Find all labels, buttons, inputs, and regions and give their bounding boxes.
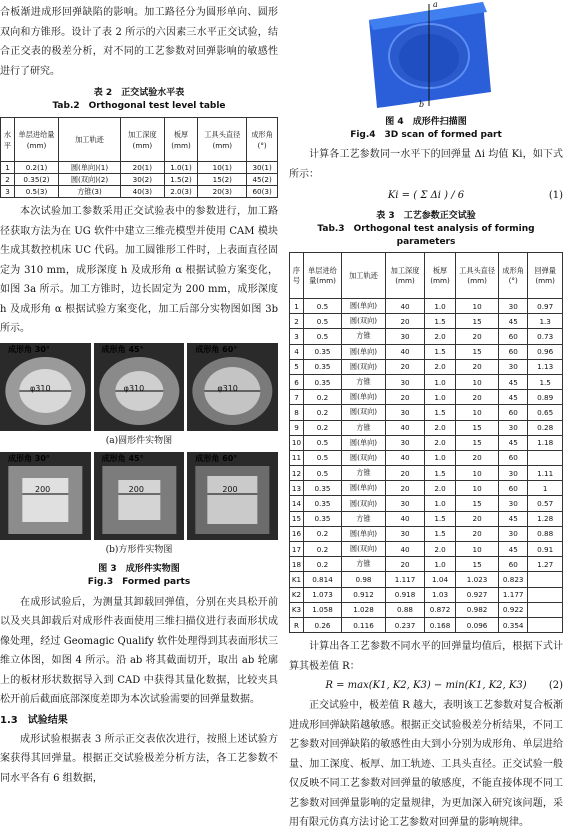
table3-cell: 45 — [499, 374, 528, 389]
table3-cell: 40 — [386, 420, 425, 435]
table3-cell: 圆(单向) — [342, 526, 386, 541]
table3-row — [290, 542, 563, 557]
table3-cell: 1.5 — [528, 374, 563, 389]
table3-cell: 0.73 — [528, 329, 563, 344]
table3-header-cell: 成形角(°) — [499, 253, 528, 299]
table3-cell: 10 — [290, 435, 304, 450]
table3-cell: 0.35 — [304, 511, 342, 526]
table3-cell: 0.814 — [304, 572, 342, 587]
table3-cell: 0.823 — [499, 572, 528, 587]
table3-cell: 0.28 — [528, 420, 563, 435]
table2-cell: 0.35(2) — [15, 174, 59, 186]
table3-cell: 10 — [456, 481, 499, 496]
table3-cell: 30 — [499, 466, 528, 481]
table3-cell: 0.91 — [528, 542, 563, 557]
table3-cell: 方锥 — [342, 420, 386, 435]
fig3a-label: 成形角 30° — [8, 344, 50, 354]
table3-cell — [528, 450, 563, 465]
table3-body — [290, 299, 563, 633]
conclusion-paragraph: 正交试验中，极差值 R 越大，表明该工艺参数对复合板渐进成形回弹缺陷越敏感。根据正交试验极差分析结果，不同工艺参数对回弹缺陷的敏感性由大到小分别为成形角、单层进给量、加工深度、板厚、加工轨迹、工具头直径。正交试验一般仅反映不同工艺参数对回弹量的敏感度，不能直接体现不同工艺参数对回弹量影响的定量规律，为更加深入研究该问题，采用有限元仿真方法讨论工艺参数对回弹量的影响规律。 — [289, 700, 563, 829]
table3-row — [290, 602, 563, 617]
table3-cell: 0.35 — [304, 481, 342, 496]
table3-cell: 1.0 — [425, 374, 456, 389]
table3-cell: 60 — [499, 344, 528, 359]
table3-cell: 7 — [290, 390, 304, 405]
table3-header-cell: 单层进给量(mm) — [304, 253, 342, 299]
table3-cell: 20 — [456, 450, 499, 465]
table2-cell: 2 — [1, 174, 15, 186]
table3-cell: 0.5 — [304, 435, 342, 450]
table2 — [0, 117, 278, 198]
table3-cell: 1.5 — [425, 511, 456, 526]
table3-cell: 0.35 — [304, 374, 342, 389]
table3-row — [290, 420, 563, 435]
method-paragraph: 本次试验加工参数采用正交试验表中的参数进行，加工路径获取方法为在 UG 软件中建立三维壳模型并使用 CAM 模块生成其数控机床 UC 代码。加工圆锥形工件时，上表面直径固定为 310 mm，成形深度 h 及成形角 α 根据试验方案变化，如图 3a 所示。加工方锥时，边长固定为 200 mm，成形深度 h 及成形角 α 根据试验方案变化，加工后部分实物图如图 3b 所示。 — [0, 206, 278, 334]
table2-title-en: Tab.2 Orthogonal test level table — [52, 101, 226, 111]
table3-cell: 方锥 — [342, 329, 386, 344]
table2-row — [1, 186, 278, 198]
table2-cell: 圆(单向)(1) — [59, 162, 121, 174]
table3-row — [290, 329, 563, 344]
table3-cell: 30 — [499, 496, 528, 511]
table3-cell: 1.5 — [425, 314, 456, 329]
table3-cell: 0.88 — [528, 526, 563, 541]
table2-cell: 1.0(1) — [164, 162, 198, 174]
equation-2-number: (2) — [548, 680, 563, 692]
fig3a-label: 成形角 45° — [101, 344, 144, 354]
table3-cell: 0.922 — [499, 602, 528, 617]
table3-row — [290, 617, 563, 632]
table3-cell: 0.982 — [456, 602, 499, 617]
table3-cell: 1.13 — [528, 359, 563, 374]
table3-cell: 2 — [290, 314, 304, 329]
round-part-photo — [94, 343, 185, 431]
table3-row — [290, 435, 563, 450]
table3-cell: 1.5 — [425, 344, 456, 359]
table3-header-cell: 序号 — [290, 253, 304, 299]
table3-cell — [528, 617, 563, 632]
table3-cell: 2.0 — [425, 542, 456, 557]
table3-cell: 0.912 — [342, 587, 386, 602]
table3-cell — [528, 572, 563, 587]
table3-cell: 20 — [386, 390, 425, 405]
table3-row — [290, 374, 563, 389]
table2-cell: 0.5(3) — [15, 186, 59, 198]
table2-header-cell: 加工轨迹 — [59, 118, 121, 162]
table3-cell: 0.2 — [304, 390, 342, 405]
table3-cell: 2.0 — [425, 435, 456, 450]
round-part-photo — [187, 343, 278, 431]
table3-cell: 1.5 — [425, 466, 456, 481]
table3-cell: 40 — [386, 344, 425, 359]
table3-cell: 10 — [456, 299, 499, 314]
fig3a-dim: φ310 — [217, 383, 238, 393]
table3-row — [290, 572, 563, 587]
table3-cell: R — [290, 617, 304, 632]
table2-cell: 15(2) — [198, 174, 247, 186]
fig3b-photos — [0, 452, 278, 540]
table3-cell: 3 — [290, 329, 304, 344]
table3-cell: 2.0 — [425, 329, 456, 344]
table3-row — [290, 587, 563, 602]
square-part-photo — [94, 452, 185, 540]
table3-cell: 圆(单向) — [342, 481, 386, 496]
table3-cell: 圆(双向) — [342, 542, 386, 557]
table2-header-row — [1, 118, 278, 162]
table3-cell: 60 — [499, 329, 528, 344]
fig3b-dim: 200 — [128, 484, 144, 494]
equation-2-body: R = max(K1, K2, K3) − min(K1, K2, K3) — [325, 680, 527, 692]
table3-cell: 0.26 — [304, 617, 342, 632]
table2-row — [1, 174, 278, 186]
table2-cell: 60(3) — [247, 186, 278, 198]
table3-cell: 15 — [456, 314, 499, 329]
table3-row — [290, 496, 563, 511]
table3-cell: 40 — [386, 299, 425, 314]
table3-cell: 20 — [386, 359, 425, 374]
table3-cell: 16 — [290, 526, 304, 541]
fig4-scan — [359, 0, 499, 112]
table3-cell: 18 — [290, 557, 304, 572]
table3-cell: 45 — [499, 314, 528, 329]
fig3a-photos — [0, 343, 278, 431]
table3-cell: 40 — [386, 511, 425, 526]
table3-cell: 圆(双向) — [342, 314, 386, 329]
fig4-caption-cn: 图 4 成形件扫描图 — [385, 117, 467, 127]
table3-cell: 0.237 — [386, 617, 425, 632]
table2-cell: 20(3) — [198, 186, 247, 198]
table3-cell: 30 — [386, 435, 425, 450]
table3-cell: 方锥 — [342, 511, 386, 526]
table3-row — [290, 511, 563, 526]
table3-cell: 45 — [499, 435, 528, 450]
table3-header-cell: 工具头直径(mm) — [456, 253, 499, 299]
table3-cell: 10 — [456, 374, 499, 389]
table3-title-cn: 表 3 工艺参数正交试验 — [376, 211, 476, 221]
table3-cell: 圆(单向) — [342, 299, 386, 314]
table3-cell: 12 — [290, 466, 304, 481]
table3-header-cell: 加工轨迹 — [342, 253, 386, 299]
range-paragraph: 计算出各工艺参数不同水平的回弹量均值后，根据下式计算其极差值 R： — [289, 641, 563, 672]
fig3a-dim: φ310 — [30, 383, 51, 393]
table2-cell: 方锥(3) — [59, 186, 121, 198]
table2-cell: 3 — [1, 186, 15, 198]
table3-cell: 0.2 — [304, 405, 342, 420]
table3-cell: 方锥 — [342, 557, 386, 572]
table3-row — [290, 557, 563, 572]
table2-header-cell: 加工深度(mm) — [121, 118, 165, 162]
table3-cell: 圆(双向) — [342, 496, 386, 511]
table3-cell: 圆(双向) — [342, 405, 386, 420]
table3-cell: 0.97 — [528, 299, 563, 314]
table3-cell: 60 — [499, 557, 528, 572]
table3-cell: 20 — [456, 526, 499, 541]
table3-cell: 30 — [386, 405, 425, 420]
table3-cell: 1.0 — [425, 450, 456, 465]
equation-1-number: (1) — [548, 190, 563, 201]
table3-cell: K1 — [290, 572, 304, 587]
table3-cell: 0.88 — [386, 602, 425, 617]
table3-cell: 0.35 — [304, 359, 342, 374]
table3-header-cell: 加工深度(mm) — [386, 253, 425, 299]
table3-row — [290, 481, 563, 496]
table3-cell: 0.5 — [304, 450, 342, 465]
fig3b-label: 成形角 30° — [8, 453, 50, 463]
table3-cell: 15 — [290, 511, 304, 526]
table2-header-cell: 单层进给量(mm) — [15, 118, 59, 162]
table3-header-cell: 回弹量(mm) — [528, 253, 563, 299]
table3-cell: 45 — [499, 542, 528, 557]
table3-row — [290, 314, 563, 329]
section-heading: 1.3 试验结果 — [0, 714, 68, 726]
table3-header-cell: 板厚(mm) — [425, 253, 456, 299]
table3-cell: 圆(双向) — [342, 450, 386, 465]
table3-cell: 20 — [456, 390, 499, 405]
table3-cell — [528, 587, 563, 602]
table3-cell: 0.5 — [304, 314, 342, 329]
table2-cell: 1 — [1, 162, 15, 174]
table2-cell: 圆(双向)(2) — [59, 174, 121, 186]
mean-paragraph: 计算各工艺参数同一水平下的回弹量 Δi 均值 Ki，如下式所示： — [289, 149, 563, 180]
table2-cell: 2.0(3) — [164, 186, 198, 198]
table3-cell: 0.35 — [304, 344, 342, 359]
table3-cell: 0.927 — [456, 587, 499, 602]
table3-cell: 0.5 — [304, 329, 342, 344]
fig3-caption-en: Fig.3 Formed parts — [87, 576, 191, 587]
table3-cell: 0.116 — [342, 617, 386, 632]
table3-cell: 5 — [290, 359, 304, 374]
table3-cell: 方锥 — [342, 374, 386, 389]
table3-cell: 0.2 — [304, 526, 342, 541]
table3-cell: 30 — [499, 526, 528, 541]
table2-cell: 0.2(1) — [15, 162, 59, 174]
table3-cell: 60 — [499, 405, 528, 420]
table3-cell: 15 — [456, 344, 499, 359]
round-part-photo — [0, 343, 91, 431]
table2-header-cell: 工具头直径(mm) — [198, 118, 247, 162]
fig3b-dim: 200 — [35, 484, 51, 494]
table3-cell — [528, 602, 563, 617]
table3-cell: 0.168 — [425, 617, 456, 632]
equation-1-body: Ki = ( Σ Δi ) / 6 — [387, 190, 465, 201]
table3-cell: 1.0 — [425, 299, 456, 314]
table3-cell: 0.2 — [304, 420, 342, 435]
table3-cell: K3 — [290, 602, 304, 617]
table2-cell: 30(2) — [121, 174, 165, 186]
table3-cell: 1 — [290, 299, 304, 314]
table3-row — [290, 359, 563, 374]
table3-cell: 1.04 — [425, 572, 456, 587]
table3-cell: 0.2 — [304, 542, 342, 557]
table3-cell: 0.57 — [528, 496, 563, 511]
fig3b-label: 成形角 45° — [101, 453, 144, 463]
table3-cell: 0.65 — [528, 405, 563, 420]
table3-cell: 1 — [528, 481, 563, 496]
table3-title-en: Tab.3 Orthogonal test analysis of forming parameters — [317, 224, 535, 247]
table3-cell: 6 — [290, 374, 304, 389]
table2-header-cell: 板厚(mm) — [164, 118, 198, 162]
table3-row — [290, 344, 563, 359]
table3-cell: 1.0 — [425, 496, 456, 511]
fig4-label-b: b — [419, 100, 425, 109]
fig3a-caption: (a)圆形件实物图 — [105, 435, 173, 446]
table3-cell: 4 — [290, 344, 304, 359]
table3-cell: 1.117 — [386, 572, 425, 587]
table3-cell: 1.5 — [425, 526, 456, 541]
table3-cell: K2 — [290, 587, 304, 602]
table3-row — [290, 466, 563, 481]
table3-cell: 45 — [499, 511, 528, 526]
equation-1 — [289, 186, 563, 206]
table3-cell: 11 — [290, 450, 304, 465]
table3-cell: 15 — [456, 420, 499, 435]
fig3b-dim: 200 — [222, 484, 238, 494]
table2-cell: 1.5(2) — [164, 174, 198, 186]
table2-header-cell: 成形角(°) — [247, 118, 278, 162]
table3-cell: 1.0 — [425, 557, 456, 572]
table3-cell: 圆(单向) — [342, 435, 386, 450]
table3-cell: 1.03 — [425, 587, 456, 602]
table3-cell: 0.5 — [304, 299, 342, 314]
table3-cell: 15 — [456, 557, 499, 572]
table3-cell: 20 — [456, 329, 499, 344]
table3-cell: 0.35 — [304, 496, 342, 511]
table3-cell: 60 — [499, 481, 528, 496]
fig3-caption-cn: 图 3 成形件实物图 — [98, 563, 180, 574]
square-part-photo — [187, 452, 278, 540]
table3-cell: 40 — [386, 450, 425, 465]
table3-cell: 15 — [456, 435, 499, 450]
table3-cell: 30 — [499, 299, 528, 314]
table3-cell: 10 — [456, 466, 499, 481]
left-column — [0, 0, 278, 788]
table3-row — [290, 405, 563, 420]
table3-cell: 10 — [456, 405, 499, 420]
table3-cell: 30 — [386, 329, 425, 344]
table3-cell: 14 — [290, 496, 304, 511]
table3-cell: 9 — [290, 420, 304, 435]
table3-cell: 0.5 — [304, 466, 342, 481]
table3-cell: 20 — [456, 359, 499, 374]
results-paragraph: 成形试验根据表 3 所示正交表依次进行，按照上述试验方案获得其回弹量。根据正交试验极差分析方法，各工艺参数不同水平各有 6 组数据， — [0, 733, 278, 784]
table3-cell: 20 — [456, 511, 499, 526]
table3-cell: 1.073 — [304, 587, 342, 602]
table3-header-row — [290, 253, 563, 299]
table3-cell: 30 — [386, 526, 425, 541]
table3-cell: 1.18 — [528, 435, 563, 450]
table3-cell: 30 — [499, 420, 528, 435]
table3-cell: 30 — [499, 359, 528, 374]
table2-body — [1, 162, 278, 198]
table3-row — [290, 390, 563, 405]
table3 — [289, 252, 563, 633]
table3-cell: 13 — [290, 481, 304, 496]
table3-cell: 1.177 — [499, 587, 528, 602]
table3-cell: 0.98 — [342, 572, 386, 587]
table3-row — [290, 450, 563, 465]
table2-header-cell: 水平 — [1, 118, 15, 162]
table3-cell: 20 — [386, 314, 425, 329]
fig3b-caption: (b)方形件实物图 — [105, 544, 173, 555]
table3-cell: 1.5 — [425, 405, 456, 420]
table3-cell: 0.354 — [499, 617, 528, 632]
table3-cell: 0.096 — [456, 617, 499, 632]
table2-cell: 40(3) — [121, 186, 165, 198]
table3-cell: 1.028 — [342, 602, 386, 617]
table2-row — [1, 162, 278, 174]
table3-cell: 0.96 — [528, 344, 563, 359]
table3-cell: 30 — [386, 374, 425, 389]
table3-cell: 0.918 — [386, 587, 425, 602]
table3-cell: 1.058 — [304, 602, 342, 617]
table2-cell: 30(1) — [247, 162, 278, 174]
table3-cell: 8 — [290, 405, 304, 420]
table3-cell: 2.0 — [425, 420, 456, 435]
table3-cell: 17 — [290, 542, 304, 557]
table2-title-cn: 表 2 正交试验水平表 — [93, 88, 185, 98]
table3-cell: 方锥 — [342, 466, 386, 481]
table3-cell: 20 — [386, 466, 425, 481]
table3-cell: 45 — [499, 390, 528, 405]
table2-cell: 20(1) — [121, 162, 165, 174]
table3-cell: 圆(单向) — [342, 390, 386, 405]
table3-cell: 0.2 — [304, 557, 342, 572]
table3-cell: 0.872 — [425, 602, 456, 617]
table3-cell: 2.0 — [425, 481, 456, 496]
table3-cell: 10 — [456, 542, 499, 557]
table3-cell: 40 — [386, 542, 425, 557]
table3-cell: 20 — [386, 557, 425, 572]
table2-cell: 45(2) — [247, 174, 278, 186]
table3-cell: 60 — [499, 450, 528, 465]
table3-row — [290, 526, 563, 541]
table3-cell: 1.023 — [456, 572, 499, 587]
fig3a-label: 成形角 60° — [195, 344, 238, 354]
fig4-caption-en: Fig.4 3D scan of formed part — [350, 130, 502, 140]
table3-row — [290, 299, 563, 314]
scan-paragraph: 在成形试验后，为测量其卸载回弹值，分别在夹具松开前以及夹具卸载后对成形件表面使用三维扫描仪进行表面形状成像处理，经过 Geomagic Qualify 软件处理得到其表面形状三维立体图，如图 4 所示。沿 ab 将其截面切开，取出 ab 轮廓上的板材形状数据导入到 CAD 中获得其量化数据，比较夹具松开前后截面底部深度差即为本次试验需要的回弹量数据。 — [0, 596, 278, 705]
table3-cell: 1.3 — [528, 314, 563, 329]
fig3b-label: 成形角 60° — [195, 453, 238, 463]
fig3a-dim: φ310 — [123, 383, 145, 393]
table3-cell: 1.28 — [528, 511, 563, 526]
table3-cell: 2.0 — [425, 359, 456, 374]
intro-paragraph: 合板渐进成形回弹缺陷的影响。加工路径分为圆形单向、圆形双向和方锥形。设计了表 2 所示的六因素三水平正交试验，结合正交表的极差分析，对不同的工艺参数对回弹影响的敏感性进行了研究。 — [0, 7, 278, 77]
table3-cell: 20 — [386, 481, 425, 496]
table3-cell: 0.89 — [528, 390, 563, 405]
table3-cell: 圆(双向) — [342, 359, 386, 374]
table3-cell: 圆(单向) — [342, 344, 386, 359]
equation-2 — [289, 676, 563, 696]
table3-cell: 30 — [386, 496, 425, 511]
table2-cell: 10(1) — [198, 162, 247, 174]
right-column — [289, 0, 563, 833]
table3-cell: 1.11 — [528, 466, 563, 481]
square-part-photo — [0, 452, 91, 540]
fig4-label-a: a — [433, 0, 438, 9]
table3-cell: 15 — [456, 496, 499, 511]
table3-cell: 1.27 — [528, 557, 563, 572]
table3-cell: 1.0 — [425, 390, 456, 405]
